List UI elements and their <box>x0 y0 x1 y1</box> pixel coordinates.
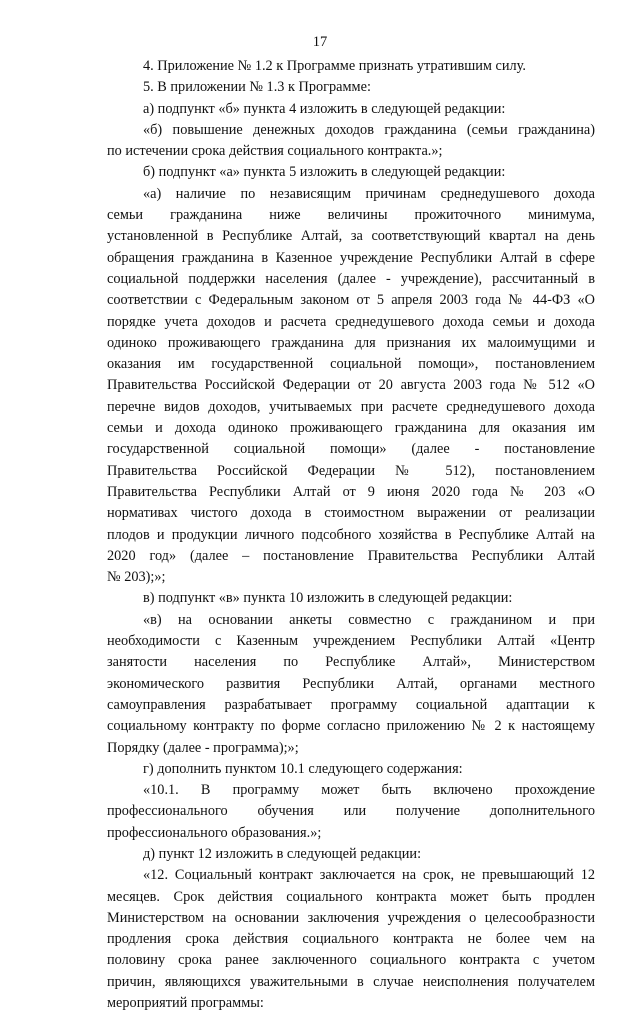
text-line: семьи и дохода одиноко проживающего гражданина для оказания им <box>107 420 595 437</box>
text-line: «в) на основании анкеты совместно с гражданином и при <box>143 611 595 628</box>
text-line: «б) повышение денежных доходов гражданина (семьи гражданина) <box>143 121 595 138</box>
text-line: по истечении срока действия социального контракта.»; <box>107 143 443 160</box>
text-line: «12. Социальный контракт заключается на срок, не превышающий 12 <box>143 867 595 884</box>
text-line: социальной поддержки населения (далее - учреждение), рассчитанный в <box>107 270 595 287</box>
text-line: оказания им государственной социальной помощи», постановлением <box>107 356 595 373</box>
text-line: 5. В приложении № 1.3 к Программе: <box>143 79 371 96</box>
text-line: государственной социальной помощи» (далее - постановление <box>107 441 595 458</box>
text-line: Правительства Российской Федерации № 512), постановлением <box>107 462 595 479</box>
text-line: Порядку (далее - программа);»; <box>107 739 299 756</box>
text-line: экономического развития Республики Алтай, органами местного <box>107 675 595 692</box>
text-line: мероприятий программы: <box>107 995 264 1012</box>
text-line: порядке учета доходов и расчета среднедушевого дохода семьи и дохода <box>107 313 595 330</box>
text-line: профессионального обучения или получение дополнительного <box>107 803 595 820</box>
text-line: а) подпункт «б» пункта 4 изложить в следующей редакции: <box>143 100 506 117</box>
text-line: занятости населения по Республике Алтай», Министерством <box>107 654 595 671</box>
text-line: г) дополнить пунктом 10.1 следующего содержания: <box>143 760 463 777</box>
text-line: плодов и продукции личного подсобного хозяйства в Республике Алтай на <box>107 526 595 543</box>
text-line: соответствии с Федеральным законом от 5 апреля 2003 года № 44-ФЗ «О <box>107 292 595 309</box>
text-line: самоуправления разрабатывает программу социальной адаптации к <box>107 696 595 713</box>
text-line: профессионального образования.»; <box>107 824 322 841</box>
text-line: Правительства Республики Алтай от 9 июня 2020 года № 203 «О <box>107 483 595 500</box>
text-line: «а) наличие по независящим причинам среднедушевого дохода <box>143 185 595 202</box>
text-line: социальному контракту по форме согласно приложению № 2 к настоящему <box>107 718 595 735</box>
text-line: б) подпункт «а» пункта 5 изложить в следующей редакции: <box>143 164 506 181</box>
text-line: д) пункт 12 изложить в следующей редакции: <box>143 845 422 862</box>
text-line: 2020 год» (далее – постановление Правительства Республики Алтай <box>107 547 595 564</box>
text-line: одиноко проживающего гражданина для признания их малоимущими и <box>107 334 595 351</box>
text-line: 4. Приложение № 1.2 к Программе признать утратившим силу. <box>143 58 526 74</box>
text-line: Министерством на основании заключения учреждения о целесообразности <box>107 909 595 926</box>
text-line: нормативах чистого дохода в стоимостном выражении от реализации <box>107 505 595 522</box>
text-line: обращения гражданина в Казенное учреждение Республики Алтай в сфере <box>107 249 595 266</box>
text-line: в) подпункт «в» пункта 10 изложить в следующей редакции: <box>143 590 513 607</box>
text-line: продления срока действия социального контракта не более чем на <box>107 931 595 948</box>
text-line: № 203);»; <box>107 569 166 586</box>
text-line: половину срока ранее заключенного социального контракта с учетом <box>107 952 595 969</box>
text-line: Правительства Российской Федерации от 20 августа 2003 года № 512 «О <box>107 377 595 394</box>
page-number: 17 <box>312 34 328 50</box>
text-line: семьи гражданина ниже величины прожиточного минимума, <box>107 207 595 224</box>
text-line: месяцев. Срок действия социального контракта может быть продлен <box>107 888 595 905</box>
text-line: причин, являющихся уважительными в случае неисполнения получателем <box>107 973 595 990</box>
text-line: перечне видов доходов, учитываемых при расчете среднедушевого дохода <box>107 398 595 415</box>
document-body <box>107 56 595 1014</box>
text-line: «10.1. В программу может быть включено прохождение <box>143 782 595 799</box>
text-line: необходимости с Казенным учреждением Республики Алтай «Центр <box>107 633 595 650</box>
text-line: установленной в Республике Алтай, за соответствующий квартал на день <box>107 228 595 245</box>
